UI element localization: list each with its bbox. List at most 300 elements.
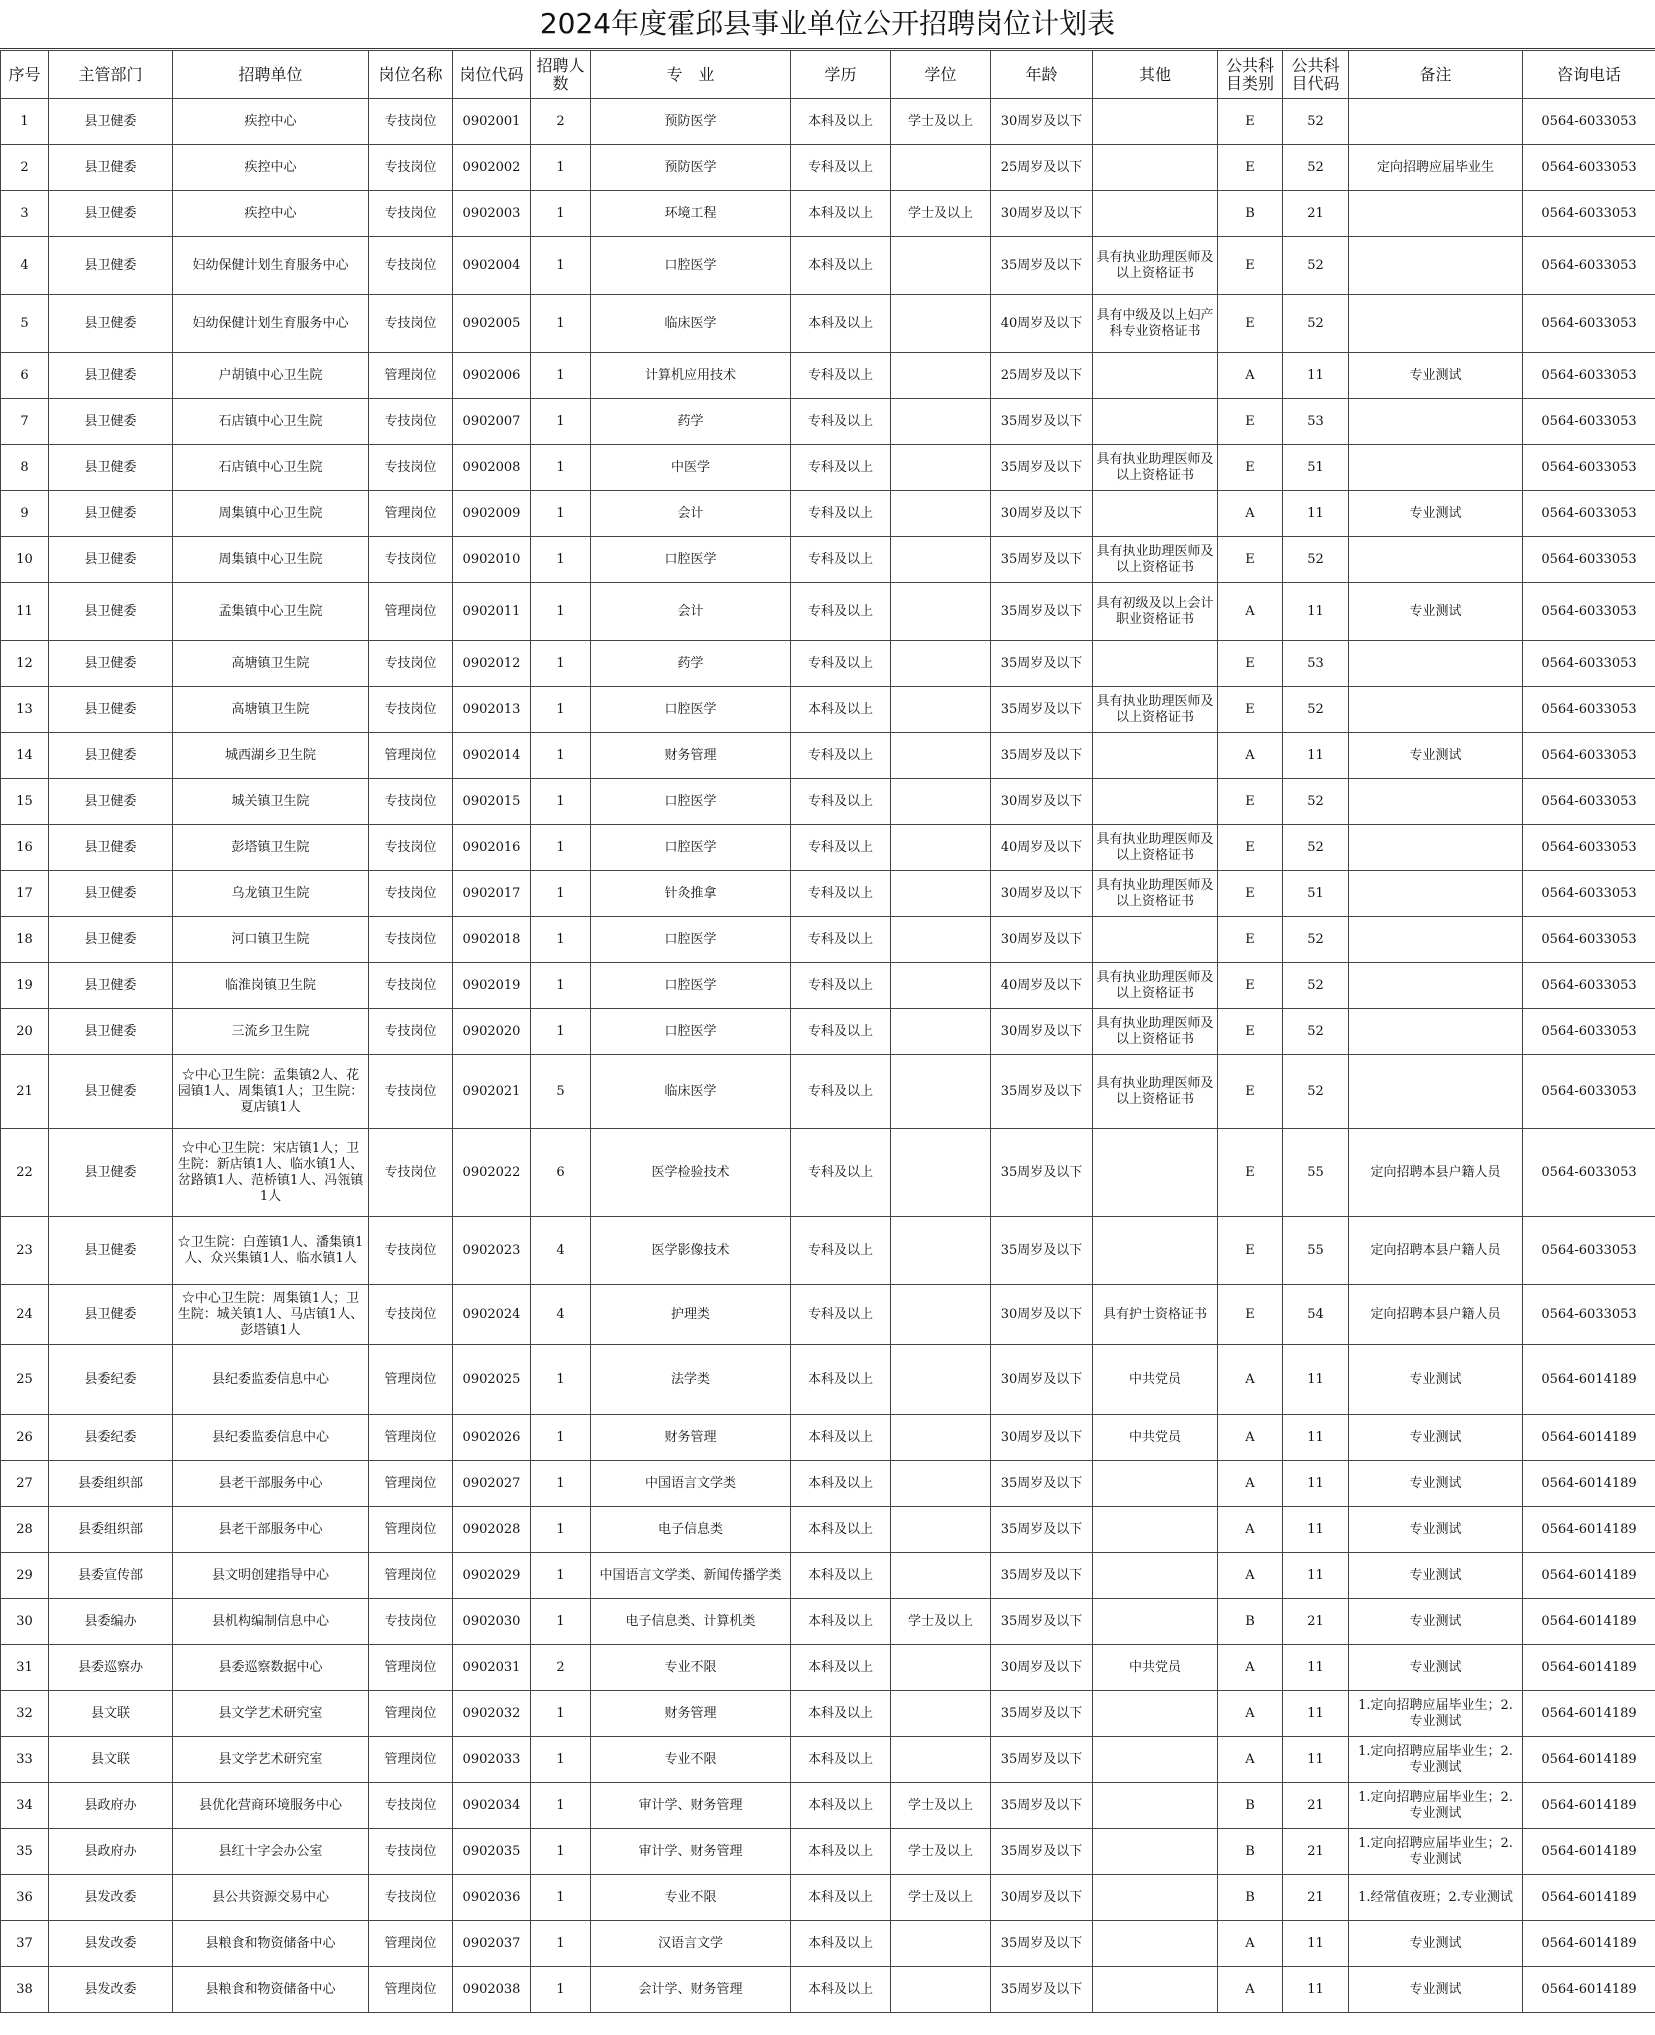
cell-education: 专科及以上: [791, 917, 891, 963]
cell-seq: 22: [1, 1129, 49, 1217]
cell-phone: 0564-6033053: [1523, 779, 1655, 825]
header-seq: 序号: [1, 51, 49, 99]
table-row: [1, 917, 1655, 963]
cell-degree: 学士及以上: [891, 1829, 991, 1875]
table-row: [1, 1055, 1655, 1129]
cell-post-code: 0902010: [453, 537, 531, 583]
cell-subject-category: A: [1218, 1645, 1283, 1691]
table-row: [1, 399, 1655, 445]
cell-age: 40周岁及以下: [991, 825, 1093, 871]
cell-dept: 县卫健委: [49, 871, 173, 917]
cell-subject-category: E: [1218, 237, 1283, 295]
cell-post-name: 专技岗位: [369, 963, 453, 1009]
cell-subject-code: 21: [1283, 191, 1349, 237]
cell-degree: [891, 1553, 991, 1599]
cell-major: 口腔医学: [591, 687, 791, 733]
cell-unit: 三流乡卫生院: [173, 1009, 369, 1055]
cell-remarks: [1349, 295, 1523, 353]
cell-count: 1: [531, 1691, 591, 1737]
cell-count: 1: [531, 191, 591, 237]
cell-remarks: [1349, 1009, 1523, 1055]
cell-subject-category: E: [1218, 963, 1283, 1009]
cell-other: [1093, 99, 1218, 145]
cell-phone: 0564-6033053: [1523, 963, 1655, 1009]
cell-count: 5: [531, 1055, 591, 1129]
cell-phone: 0564-6014189: [1523, 1783, 1655, 1829]
cell-post-name: 专技岗位: [369, 1875, 453, 1921]
cell-education: 本科及以上: [791, 99, 891, 145]
cell-age: 35周岁及以下: [991, 1921, 1093, 1967]
cell-post-code: 0902016: [453, 825, 531, 871]
cell-post-name: 管理岗位: [369, 491, 453, 537]
cell-other: [1093, 191, 1218, 237]
cell-education: 专科及以上: [791, 1055, 891, 1129]
cell-age: 35周岁及以下: [991, 1783, 1093, 1829]
cell-subject-category: E: [1218, 917, 1283, 963]
cell-post-code: 0902005: [453, 295, 531, 353]
cell-count: 1: [531, 295, 591, 353]
cell-subject-category: A: [1218, 491, 1283, 537]
table-row: [1, 237, 1655, 295]
cell-post-code: 0902003: [453, 191, 531, 237]
cell-phone: 0564-6033053: [1523, 445, 1655, 491]
cell-phone: 0564-6014189: [1523, 1461, 1655, 1507]
cell-other: [1093, 491, 1218, 537]
cell-post-name: 专技岗位: [369, 1009, 453, 1055]
cell-count: 4: [531, 1217, 591, 1285]
cell-seq: 13: [1, 687, 49, 733]
cell-seq: 15: [1, 779, 49, 825]
cell-subject-code: 51: [1283, 871, 1349, 917]
cell-dept: 县发改委: [49, 1875, 173, 1921]
cell-subject-code: 52: [1283, 963, 1349, 1009]
cell-phone: 0564-6033053: [1523, 353, 1655, 399]
cell-subject-code: 11: [1283, 1645, 1349, 1691]
cell-subject-code: 51: [1283, 445, 1349, 491]
cell-seq: 10: [1, 537, 49, 583]
cell-unit: 县机构编制信息中心: [173, 1599, 369, 1645]
cell-count: 2: [531, 1645, 591, 1691]
cell-major: 中医学: [591, 445, 791, 491]
cell-subject-code: 11: [1283, 1553, 1349, 1599]
cell-subject-category: A: [1218, 1415, 1283, 1461]
cell-age: 30周岁及以下: [991, 1345, 1093, 1415]
cell-subject-category: A: [1218, 1691, 1283, 1737]
cell-remarks: 专业测试: [1349, 733, 1523, 779]
cell-post-code: 0902007: [453, 399, 531, 445]
cell-education: 专科及以上: [791, 641, 891, 687]
cell-major: 口腔医学: [591, 963, 791, 1009]
header-degree: 学位: [891, 51, 991, 99]
cell-subject-category: B: [1218, 191, 1283, 237]
cell-dept: 县文联: [49, 1691, 173, 1737]
cell-subject-code: 54: [1283, 1285, 1349, 1345]
cell-remarks: 定向招聘应届毕业生: [1349, 145, 1523, 191]
cell-major: 临床医学: [591, 295, 791, 353]
cell-post-name: 专技岗位: [369, 871, 453, 917]
cell-age: 25周岁及以下: [991, 353, 1093, 399]
cell-education: 本科及以上: [791, 1415, 891, 1461]
cell-age: 35周岁及以下: [991, 1507, 1093, 1553]
cell-seq: 26: [1, 1415, 49, 1461]
cell-degree: [891, 1967, 991, 2013]
cell-post-code: 0902027: [453, 1461, 531, 1507]
cell-age: 35周岁及以下: [991, 1129, 1093, 1217]
cell-post-name: 专技岗位: [369, 687, 453, 733]
cell-degree: [891, 963, 991, 1009]
cell-subject-code: 52: [1283, 537, 1349, 583]
table-row: [1, 1217, 1655, 1285]
cell-other: 中共党员: [1093, 1645, 1218, 1691]
cell-phone: 0564-6014189: [1523, 1345, 1655, 1415]
cell-degree: [891, 687, 991, 733]
cell-seq: 30: [1, 1599, 49, 1645]
table-row: [1, 963, 1655, 1009]
header-subject-code: 公共科目代码: [1283, 51, 1349, 99]
cell-subject-code: 11: [1283, 1921, 1349, 1967]
cell-subject-code: 11: [1283, 583, 1349, 641]
cell-post-code: 0902037: [453, 1921, 531, 1967]
cell-post-code: 0902018: [453, 917, 531, 963]
cell-subject-code: 52: [1283, 779, 1349, 825]
cell-degree: [891, 1285, 991, 1345]
cell-other: [1093, 641, 1218, 687]
cell-degree: [891, 1009, 991, 1055]
cell-degree: [891, 825, 991, 871]
cell-seq: 35: [1, 1829, 49, 1875]
cell-degree: [891, 237, 991, 295]
cell-age: 35周岁及以下: [991, 237, 1093, 295]
cell-post-name: 专技岗位: [369, 191, 453, 237]
cell-subject-code: 11: [1283, 1507, 1349, 1553]
cell-major: 医学影像技术: [591, 1217, 791, 1285]
cell-major: 口腔医学: [591, 825, 791, 871]
cell-seq: 31: [1, 1645, 49, 1691]
cell-seq: 33: [1, 1737, 49, 1783]
cell-degree: [891, 1921, 991, 1967]
cell-dept: 县卫健委: [49, 641, 173, 687]
cell-subject-code: 52: [1283, 687, 1349, 733]
table-row: [1, 1691, 1655, 1737]
cell-remarks: [1349, 963, 1523, 1009]
cell-major: 预防医学: [591, 145, 791, 191]
cell-education: 本科及以上: [791, 1783, 891, 1829]
cell-other: 具有执业助理医师及以上资格证书: [1093, 1009, 1218, 1055]
cell-dept: 县卫健委: [49, 733, 173, 779]
cell-degree: [891, 1691, 991, 1737]
cell-seq: 14: [1, 733, 49, 779]
cell-count: 1: [531, 1921, 591, 1967]
cell-count: 1: [531, 1009, 591, 1055]
cell-seq: 1: [1, 99, 49, 145]
cell-dept: 县委纪委: [49, 1345, 173, 1415]
cell-age: 35周岁及以下: [991, 1829, 1093, 1875]
cell-age: 30周岁及以下: [991, 191, 1093, 237]
cell-age: 35周岁及以下: [991, 1461, 1093, 1507]
cell-post-code: 0902038: [453, 1967, 531, 2013]
cell-age: 30周岁及以下: [991, 1285, 1093, 1345]
cell-post-name: 管理岗位: [369, 1737, 453, 1783]
cell-unit: 县文学艺术研究室: [173, 1691, 369, 1737]
cell-dept: 县委巡察办: [49, 1645, 173, 1691]
cell-dept: 县卫健委: [49, 1129, 173, 1217]
cell-major: 环境工程: [591, 191, 791, 237]
cell-subject-code: 52: [1283, 237, 1349, 295]
cell-subject-code: 11: [1283, 491, 1349, 537]
table-row: [1, 1967, 1655, 2013]
cell-phone: 0564-6033053: [1523, 1129, 1655, 1217]
cell-education: 专科及以上: [791, 825, 891, 871]
recruitment-table: [0, 50, 1655, 2013]
cell-degree: 学士及以上: [891, 191, 991, 237]
cell-post-code: 0902036: [453, 1875, 531, 1921]
cell-subject-category: E: [1218, 99, 1283, 145]
cell-degree: 学士及以上: [891, 1875, 991, 1921]
cell-subject-code: 53: [1283, 641, 1349, 687]
cell-education: 专科及以上: [791, 871, 891, 917]
cell-other: [1093, 1829, 1218, 1875]
cell-phone: 0564-6014189: [1523, 1829, 1655, 1875]
table-row: [1, 1645, 1655, 1691]
cell-age: 40周岁及以下: [991, 295, 1093, 353]
document-title: 2024年度霍邱县事业单位公开招聘岗位计划表: [0, 0, 1655, 49]
cell-seq: 11: [1, 583, 49, 641]
cell-unit: 县优化营商环境服务中心: [173, 1783, 369, 1829]
cell-other: 具有初级及以上会计职业资格证书: [1093, 583, 1218, 641]
cell-post-code: 0902026: [453, 1415, 531, 1461]
cell-degree: [891, 1461, 991, 1507]
cell-dept: 县卫健委: [49, 353, 173, 399]
cell-dept: 县委组织部: [49, 1461, 173, 1507]
cell-seq: 4: [1, 237, 49, 295]
cell-post-name: 管理岗位: [369, 583, 453, 641]
cell-seq: 6: [1, 353, 49, 399]
cell-count: 1: [531, 399, 591, 445]
cell-age: 35周岁及以下: [991, 537, 1093, 583]
cell-post-code: 0902034: [453, 1783, 531, 1829]
cell-count: 1: [531, 1875, 591, 1921]
cell-degree: [891, 871, 991, 917]
cell-unit: 疾控中心: [173, 145, 369, 191]
cell-other: [1093, 1967, 1218, 2013]
cell-post-name: 专技岗位: [369, 641, 453, 687]
cell-phone: 0564-6014189: [1523, 1645, 1655, 1691]
cell-other: 具有护士资格证书: [1093, 1285, 1218, 1345]
cell-phone: 0564-6014189: [1523, 1921, 1655, 1967]
cell-subject-category: A: [1218, 1507, 1283, 1553]
cell-other: 具有执业助理医师及以上资格证书: [1093, 687, 1218, 733]
cell-major: 针灸推拿: [591, 871, 791, 917]
cell-count: 1: [531, 445, 591, 491]
cell-post-name: 专技岗位: [369, 399, 453, 445]
cell-major: 药学: [591, 641, 791, 687]
cell-post-name: 管理岗位: [369, 1553, 453, 1599]
cell-phone: 0564-6014189: [1523, 1599, 1655, 1645]
cell-remarks: 定向招聘本县户籍人员: [1349, 1129, 1523, 1217]
cell-other: 具有执业助理医师及以上资格证书: [1093, 537, 1218, 583]
cell-remarks: 专业测试: [1349, 353, 1523, 399]
cell-post-code: 0902001: [453, 99, 531, 145]
cell-other: [1093, 1507, 1218, 1553]
cell-count: 1: [531, 917, 591, 963]
cell-major: 财务管理: [591, 1691, 791, 1737]
cell-unit: 县粮食和物资储备中心: [173, 1921, 369, 1967]
cell-post-name: 专技岗位: [369, 537, 453, 583]
table-row: [1, 825, 1655, 871]
cell-age: 35周岁及以下: [991, 1691, 1093, 1737]
cell-seq: 29: [1, 1553, 49, 1599]
cell-education: 本科及以上: [791, 687, 891, 733]
cell-dept: 县卫健委: [49, 963, 173, 1009]
cell-major: 法学类: [591, 1345, 791, 1415]
cell-unit: 妇幼保健计划生育服务中心: [173, 295, 369, 353]
cell-subject-category: E: [1218, 295, 1283, 353]
cell-count: 1: [531, 1553, 591, 1599]
cell-count: 1: [531, 1599, 591, 1645]
cell-subject-category: A: [1218, 583, 1283, 641]
cell-phone: 0564-6033053: [1523, 1055, 1655, 1129]
cell-degree: [891, 399, 991, 445]
cell-seq: 3: [1, 191, 49, 237]
cell-count: 1: [531, 1507, 591, 1553]
cell-subject-category: E: [1218, 145, 1283, 191]
cell-other: 具有执业助理医师及以上资格证书: [1093, 871, 1218, 917]
cell-unit: 疾控中心: [173, 191, 369, 237]
cell-phone: 0564-6033053: [1523, 687, 1655, 733]
cell-age: 40周岁及以下: [991, 963, 1093, 1009]
cell-subject-code: 55: [1283, 1217, 1349, 1285]
cell-unit: 高塘镇卫生院: [173, 641, 369, 687]
cell-subject-code: 11: [1283, 1967, 1349, 2013]
cell-subject-code: 21: [1283, 1875, 1349, 1921]
cell-subject-code: 11: [1283, 1345, 1349, 1415]
cell-major: 会计: [591, 583, 791, 641]
cell-major: 专业不限: [591, 1875, 791, 1921]
cell-major: 电子信息类、计算机类: [591, 1599, 791, 1645]
header-age: 年龄: [991, 51, 1093, 99]
cell-post-name: 专技岗位: [369, 1055, 453, 1129]
cell-other: 具有执业助理医师及以上资格证书: [1093, 963, 1218, 1009]
cell-major: 中国语言文学类、新闻传播学类: [591, 1553, 791, 1599]
cell-dept: 县卫健委: [49, 145, 173, 191]
cell-degree: [891, 491, 991, 537]
cell-other: [1093, 1921, 1218, 1967]
cell-post-name: 专技岗位: [369, 1129, 453, 1217]
cell-remarks: 专业测试: [1349, 1507, 1523, 1553]
cell-count: 1: [531, 687, 591, 733]
cell-post-name: 专技岗位: [369, 295, 453, 353]
cell-post-name: 管理岗位: [369, 353, 453, 399]
cell-other: [1093, 1217, 1218, 1285]
cell-unit: 周集镇中心卫生院: [173, 491, 369, 537]
cell-subject-code: 21: [1283, 1829, 1349, 1875]
cell-education: 专科及以上: [791, 399, 891, 445]
cell-dept: 县委纪委: [49, 1415, 173, 1461]
cell-education: 本科及以上: [791, 1737, 891, 1783]
cell-seq: 36: [1, 1875, 49, 1921]
cell-major: 财务管理: [591, 733, 791, 779]
cell-dept: 县委组织部: [49, 1507, 173, 1553]
table-row: [1, 145, 1655, 191]
cell-seq: 21: [1, 1055, 49, 1129]
cell-phone: 0564-6033053: [1523, 145, 1655, 191]
cell-unit: 县老干部服务中心: [173, 1461, 369, 1507]
cell-post-code: 0902025: [453, 1345, 531, 1415]
cell-age: 35周岁及以下: [991, 583, 1093, 641]
cell-remarks: 专业测试: [1349, 1967, 1523, 2013]
cell-age: 25周岁及以下: [991, 145, 1093, 191]
cell-major: 预防医学: [591, 99, 791, 145]
cell-post-name: 专技岗位: [369, 145, 453, 191]
cell-post-name: 管理岗位: [369, 1691, 453, 1737]
cell-remarks: [1349, 537, 1523, 583]
cell-other: 中共党员: [1093, 1415, 1218, 1461]
cell-phone: 0564-6014189: [1523, 1507, 1655, 1553]
cell-major: 口腔医学: [591, 779, 791, 825]
cell-remarks: 定向招聘本县户籍人员: [1349, 1217, 1523, 1285]
header-major: 专 业: [591, 51, 791, 99]
cell-education: 本科及以上: [791, 1875, 891, 1921]
cell-seq: 9: [1, 491, 49, 537]
cell-dept: 县政府办: [49, 1783, 173, 1829]
cell-phone: 0564-6014189: [1523, 1875, 1655, 1921]
cell-age: 35周岁及以下: [991, 1599, 1093, 1645]
header-dept: 主管部门: [49, 51, 173, 99]
cell-subject-category: B: [1218, 1829, 1283, 1875]
table-row: [1, 1875, 1655, 1921]
cell-dept: 县卫健委: [49, 99, 173, 145]
cell-education: 专科及以上: [791, 145, 891, 191]
cell-phone: 0564-6033053: [1523, 733, 1655, 779]
cell-major: 医学检验技术: [591, 1129, 791, 1217]
cell-post-name: 专技岗位: [369, 237, 453, 295]
cell-degree: [891, 733, 991, 779]
cell-age: 30周岁及以下: [991, 1415, 1093, 1461]
cell-count: 1: [531, 237, 591, 295]
cell-subject-category: A: [1218, 1921, 1283, 1967]
cell-remarks: [1349, 779, 1523, 825]
cell-seq: 17: [1, 871, 49, 917]
cell-unit: 高塘镇卫生院: [173, 687, 369, 733]
cell-post-code: 0902014: [453, 733, 531, 779]
cell-other: 具有执业助理医师及以上资格证书: [1093, 1055, 1218, 1129]
cell-subject-category: E: [1218, 779, 1283, 825]
cell-education: 专科及以上: [791, 1129, 891, 1217]
cell-other: 具有执业助理医师及以上资格证书: [1093, 825, 1218, 871]
cell-remarks: [1349, 687, 1523, 733]
table-row: [1, 1345, 1655, 1415]
cell-remarks: 专业测试: [1349, 1345, 1523, 1415]
cell-unit: 县老干部服务中心: [173, 1507, 369, 1553]
cell-count: 1: [531, 1737, 591, 1783]
cell-age: 30周岁及以下: [991, 1009, 1093, 1055]
cell-other: 具有执业助理医师及以上资格证书: [1093, 445, 1218, 491]
cell-major: 药学: [591, 399, 791, 445]
cell-dept: 县卫健委: [49, 1009, 173, 1055]
cell-remarks: 专业测试: [1349, 1645, 1523, 1691]
table-row: [1, 353, 1655, 399]
cell-count: 1: [531, 871, 591, 917]
cell-remarks: 1.定向招聘应届毕业生；2.专业测试: [1349, 1829, 1523, 1875]
cell-age: 35周岁及以下: [991, 445, 1093, 491]
cell-count: 1: [531, 733, 591, 779]
cell-dept: 县文联: [49, 1737, 173, 1783]
cell-unit: 孟集镇中心卫生院: [173, 583, 369, 641]
cell-seq: 12: [1, 641, 49, 687]
cell-count: 1: [531, 1415, 591, 1461]
cell-degree: [891, 1415, 991, 1461]
cell-education: 专科及以上: [791, 1285, 891, 1345]
